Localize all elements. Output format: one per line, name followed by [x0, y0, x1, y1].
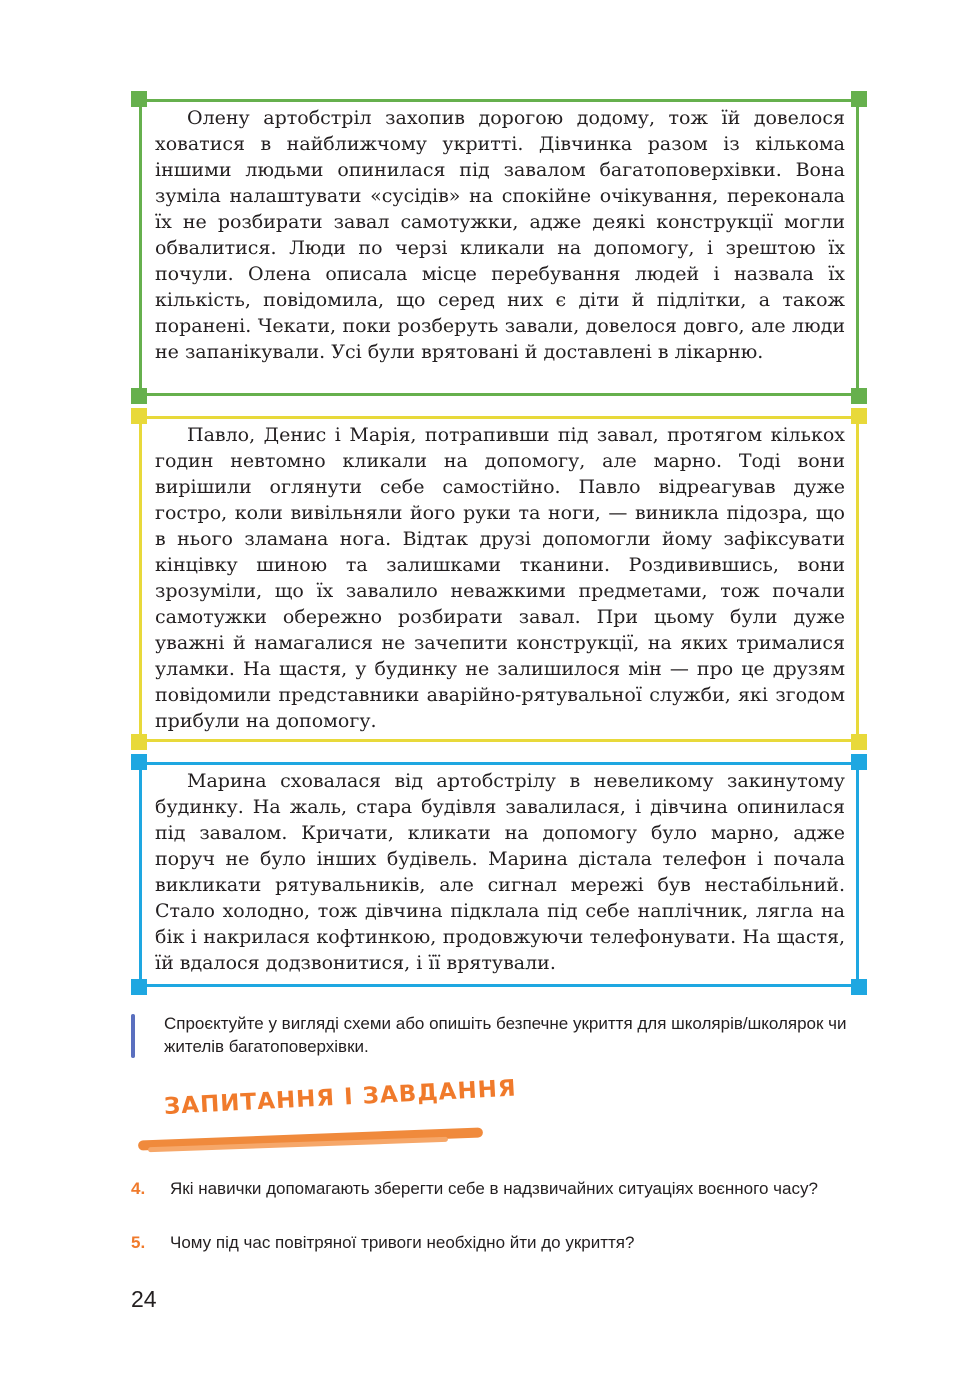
section-heading — [130, 1075, 518, 1160]
story-box-maryna — [139, 762, 859, 987]
corner-square — [131, 734, 147, 750]
story-text: Олену артобстріл захопив дорогою додому, тож їй довелося ховатися в найближчому укритті. Дівчинка разом із кількома іншими людьми опинилася під завалом багатоповерхівки. Вона зуміла налаштувати «сусідів» на спокійне очікування, переконала їх не розбирати завал самотужки, адже деякі конструкції могли обвалитися. Люди по черзі кликали на допомогу, і зрештою їх почули. Олена описала місце перебування людей і назвала їх кількість, повідомила, що серед них є діти й підлітки, а також поранені. Чекати, поки розберуть завали, довелося довго, але люди не запанікували. Усі були врятовані й доставлені в лікарню. — [155, 107, 845, 363]
page-number: 24 — [131, 1286, 157, 1312]
box-border-left — [139, 99, 142, 396]
corner-square — [131, 754, 147, 770]
corner-square — [851, 408, 867, 424]
question-number: 5. — [131, 1233, 146, 1252]
corner-square — [851, 388, 867, 404]
question-number: 4. — [131, 1179, 146, 1198]
story-box-olena — [139, 99, 859, 396]
box-border-top — [139, 99, 859, 102]
task-marker-bar — [131, 1014, 135, 1058]
question-item — [131, 1231, 869, 1254]
question-text: Чому під час повітряної тривоги необхідно йти до укриття? — [170, 1233, 635, 1252]
box-border-left — [139, 416, 142, 742]
box-border-right — [856, 99, 859, 396]
box-border-top — [139, 416, 859, 419]
box-border-bottom — [139, 393, 859, 396]
task-block — [131, 1012, 869, 1058]
box-border-left — [139, 762, 142, 987]
story-text: Марина сховалася від артобстрілу в невеликому закинутому будинку. На жаль, стара будівля завалилася, і дівчина опинилася під завалом. Кричати, кликати на допомогу було марно, адже поруч не було інших будівель. Марина дістала телефон і почала викликати рятувальників, але сигнал мережі був нестабільний. Стало холодно, тож дівчина підклала під себе наплічник, лягла на бік і накрилася кофтинкою, продовжуючи телефонувати. На щастя, їй вдалося додзвонитися, і її врятували. — [155, 770, 845, 974]
corner-square — [131, 979, 147, 995]
question-item — [131, 1177, 869, 1200]
box-border-top — [139, 762, 859, 765]
story-text: Павло, Денис і Марія, потрапивши під завал, протягом кількох годин невтомно кликали на допомогу, але марно. Тоді вони вирішили оглянути себе самостійно. Павло відреагував дуже гостро, коли вивільняли його руки та ноги, — виникла підозра, що в нього зламана нога. Відтак друзі допомогли йому зафіксувати кінцівку шиною та залишками тканини. Роздивившись, вони зрозуміли, що їх завалило неважкими предметами, тож почали самотужки обережно розбирати завал. При цьому були дуже уважні й намагалися не зачепити конструкції, на яких трималися уламки. На щастя, у будинку не залишилося мін — про це друзям повідомили представники аварійно-рятувальної служби, які згодом прибули на допомогу. — [155, 424, 845, 732]
corner-square — [851, 91, 867, 107]
box-border-bottom — [139, 984, 859, 987]
corner-square — [131, 91, 147, 107]
task-text: Спроєктуйте у вигляді схеми або опишіть безпечне укриття для школярів/школярок чи жителів багатоповерхівки. — [164, 1014, 847, 1056]
corner-square — [851, 754, 867, 770]
box-border-right — [856, 416, 859, 742]
corner-square — [131, 408, 147, 424]
corner-square — [851, 734, 867, 750]
box-border-bottom — [139, 739, 859, 742]
corner-square — [851, 979, 867, 995]
section-heading-text: ЗАПИТАННЯ І ЗАВДАННЯ — [163, 1075, 518, 1120]
box-border-right — [856, 762, 859, 987]
question-text: Які навички допомагають зберегти себе в надзвичайних ситуаціях воєнного часу? — [170, 1179, 818, 1198]
corner-square — [131, 388, 147, 404]
story-box-pavlo-denys-mariia — [139, 416, 859, 742]
